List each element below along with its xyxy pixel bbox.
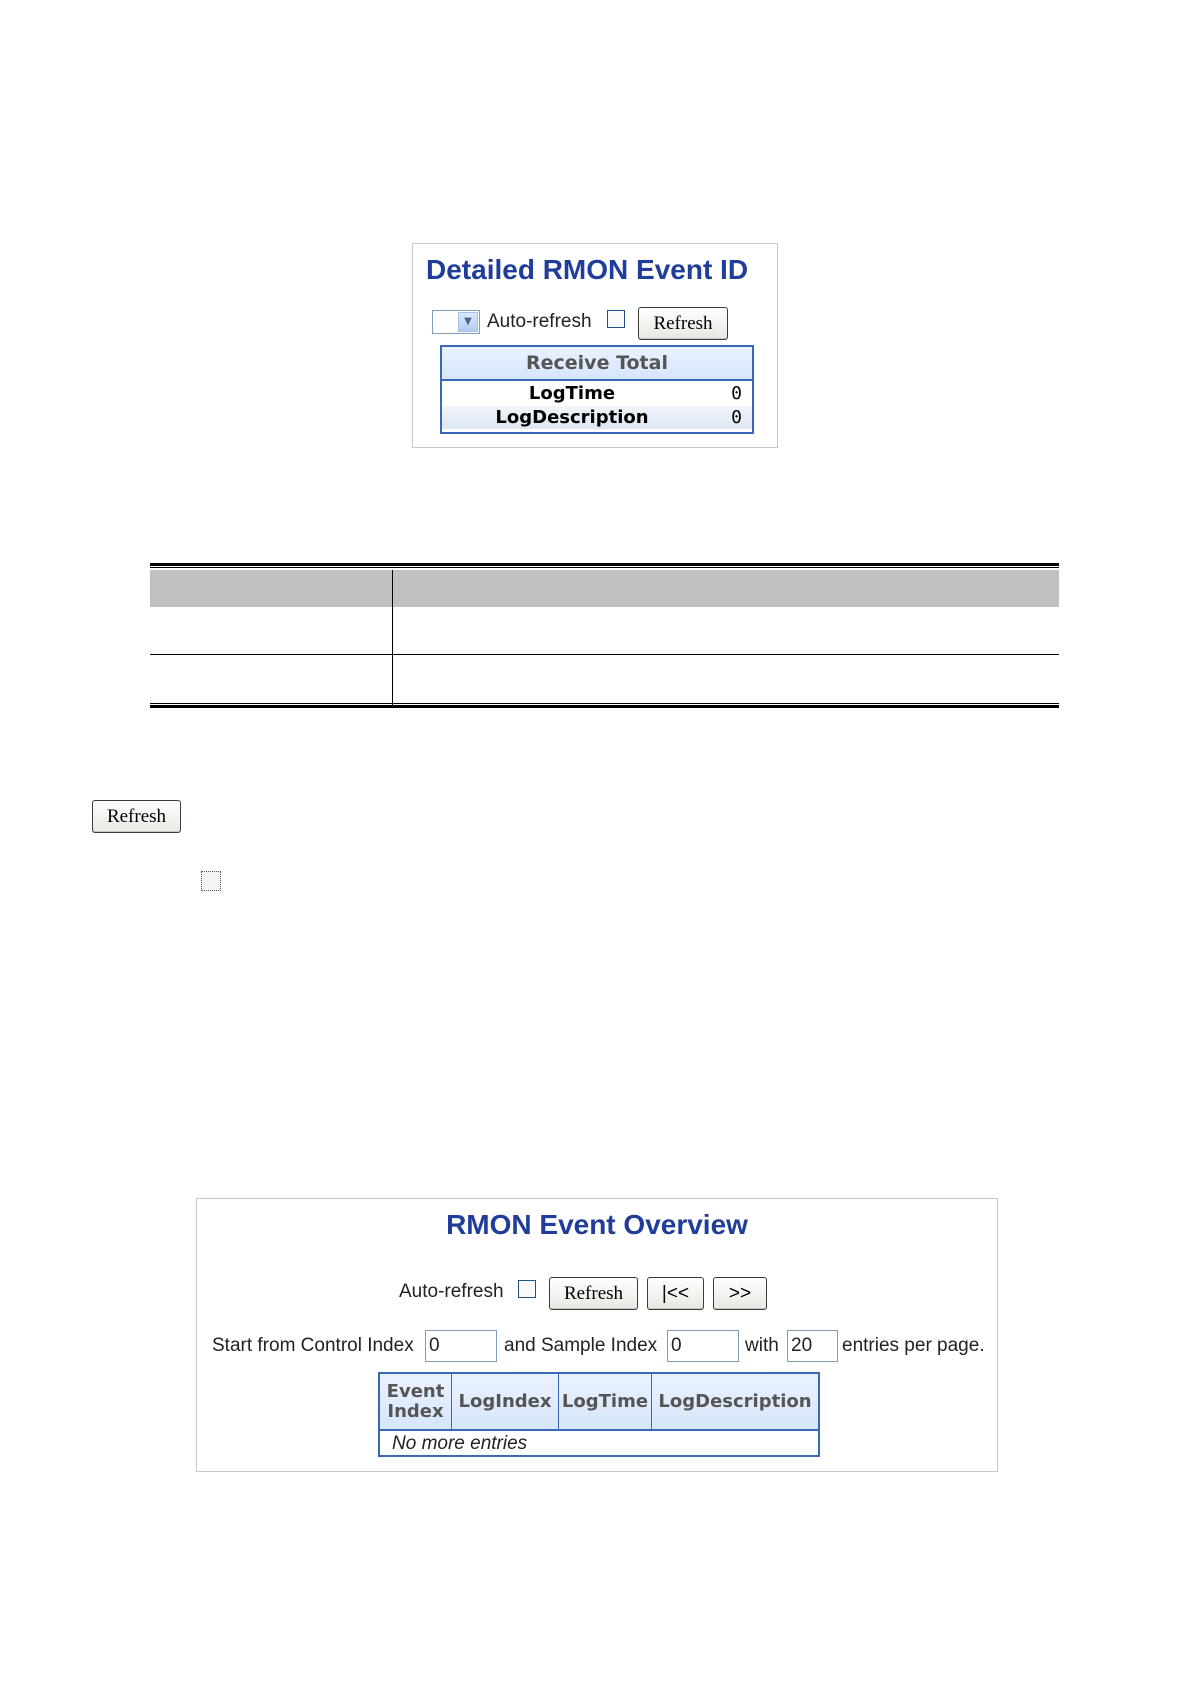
auto-refresh-checkbox[interactable] — [607, 310, 625, 328]
next-page-button[interactable]: >> — [713, 1277, 767, 1310]
event-id-select[interactable] — [432, 310, 480, 334]
page-title: Detailed RMON Event ID — [426, 254, 749, 285]
description-table — [150, 563, 1059, 709]
table-top-rule — [150, 563, 1059, 566]
entries-per-page-input[interactable]: 20 — [787, 1330, 838, 1362]
receive-total-table — [440, 345, 754, 434]
column-header-event-index: Event Index — [386, 1380, 445, 1422]
column-header-logindex: LogIndex — [458, 1390, 552, 1412]
checkbox-sample[interactable] — [201, 871, 221, 891]
table-header-row — [150, 570, 1059, 607]
sample-index-label: and Sample Index — [504, 1335, 658, 1356]
table-top-rule-thin — [150, 567, 1059, 568]
row-divider — [150, 654, 1059, 655]
rmon-event-overview-panel — [196, 1198, 998, 1472]
column-header-logtime: LogTime — [561, 1390, 649, 1412]
refresh-button-sample[interactable]: Refresh — [92, 800, 181, 833]
table-row — [442, 382, 752, 405]
first-page-button[interactable]: |<< — [647, 1277, 704, 1310]
event-log-table — [378, 1372, 820, 1457]
row-label: LogTime — [528, 383, 616, 404]
auto-refresh-checkbox[interactable] — [518, 1280, 536, 1298]
table-bottom-rule-thin — [150, 703, 1059, 704]
entries-per-page-label: entries per page. — [842, 1335, 985, 1356]
refresh-button[interactable]: Refresh — [549, 1277, 638, 1310]
row-value: 0 — [731, 383, 742, 404]
empty-message: No more entries — [392, 1433, 528, 1454]
overview-title: RMON Event Overview — [446, 1209, 748, 1240]
auto-refresh-label: Auto-refresh — [399, 1281, 504, 1302]
auto-refresh-label: Auto-refresh — [487, 311, 592, 332]
detailed-rmon-event-panel — [412, 243, 778, 448]
row-label: LogDescription — [495, 407, 649, 428]
sample-index-input[interactable]: 0 — [667, 1330, 739, 1362]
column-divider — [392, 570, 393, 706]
chevron-down-icon[interactable]: ▼ — [458, 312, 478, 332]
table-row — [442, 406, 752, 429]
table-bottom-rule — [150, 705, 1059, 708]
table-header-row — [380, 1374, 818, 1431]
row-value: 0 — [731, 407, 742, 428]
control-index-input[interactable]: 0 — [425, 1330, 497, 1362]
table-header: Receive Total — [442, 347, 752, 381]
refresh-button[interactable]: Refresh — [638, 307, 728, 340]
column-header-logdescription: LogDescription — [658, 1390, 812, 1412]
with-label: with — [745, 1335, 779, 1356]
start-from-label: Start from Control Index — [212, 1335, 414, 1356]
